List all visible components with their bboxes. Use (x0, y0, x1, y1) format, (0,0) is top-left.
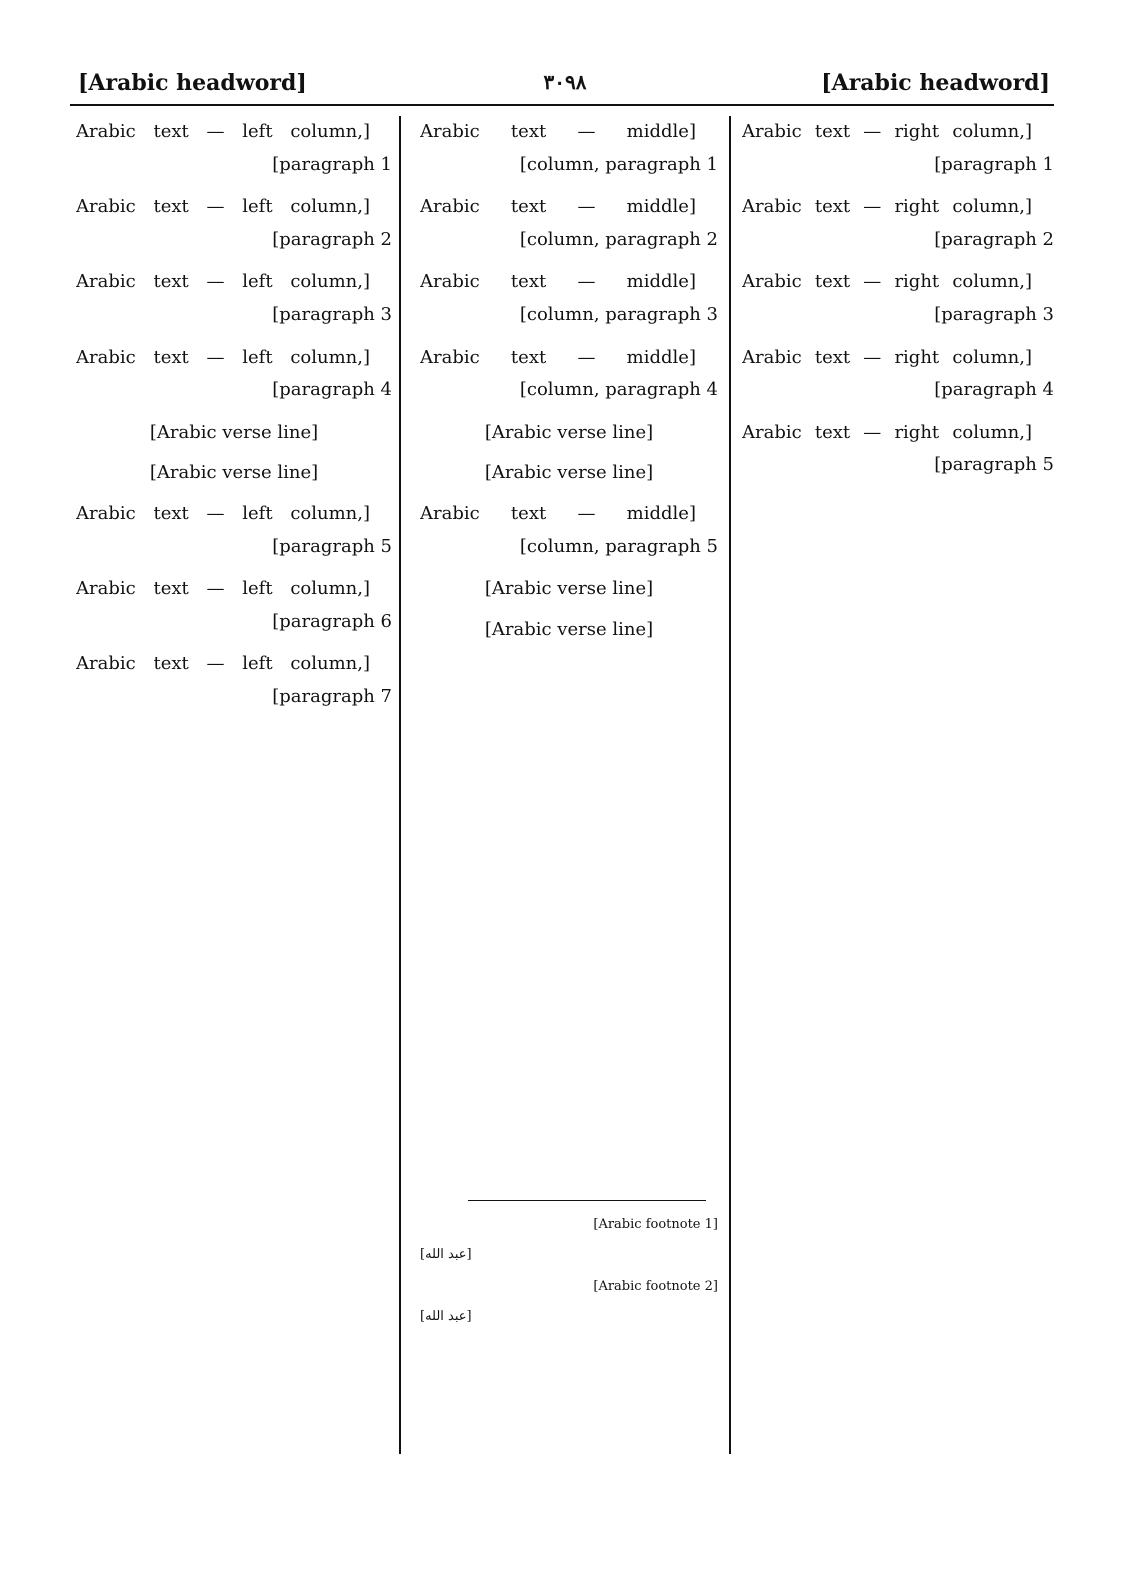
column-middle-paragraph: [Arabic text — middle column, paragraph 3] (420, 271, 718, 325)
header-word-right: [Arabic headword] (821, 70, 1050, 96)
column-right (742, 116, 1054, 1454)
footnote-2: [Arabic footnote 2] (593, 1279, 718, 1294)
column-left-paragraph: [Arabic text — left column, paragraph 7] (76, 653, 392, 707)
column-middle-paragraph: [Arabic text — middle column, paragraph 2] (420, 196, 718, 250)
column-right-paragraph: [Arabic text — right column, paragraph 3] (742, 271, 1054, 325)
column-left (76, 116, 392, 1454)
column-middle-paragraph: [Arabic text — middle column, paragraph 4] (420, 346, 718, 401)
footnote-1-signature: [عبد الله] (420, 1247, 472, 1262)
column-divider-left (399, 116, 401, 1454)
column-right-paragraph: [Arabic text — right column, paragraph 5] (742, 421, 1054, 476)
verse-line: [Arabic verse line] (484, 618, 654, 640)
header-rule (70, 104, 1054, 106)
footnote-rule (468, 1200, 706, 1201)
column-right-paragraph: [Arabic text — right column, paragraph 2] (742, 196, 1054, 250)
verse-line: [Arabic verse line] (484, 578, 654, 600)
column-left-paragraph: [Arabic text — left column, paragraph 3] (76, 271, 392, 325)
verse-line: [Arabic verse line] (484, 462, 654, 484)
header-word-left: [Arabic headword] (78, 70, 307, 96)
verse-line: [Arabic verse line] (149, 421, 319, 443)
verse-line: [Arabic verse line] (484, 421, 654, 443)
column-right-paragraph: [Arabic text — right column, paragraph 1] (742, 121, 1054, 175)
footnotes (420, 1212, 718, 1452)
column-divider-right (729, 116, 731, 1454)
column-left-paragraph: [Arabic text — left column, paragraph 2] (76, 196, 392, 250)
page-number: ٣٠٩٨ (543, 70, 587, 94)
footnote-1: [Arabic footnote 1] (593, 1217, 718, 1232)
column-left-paragraph: [Arabic text — left column, paragraph 6] (76, 578, 392, 632)
verse-line: [Arabic verse line] (149, 462, 319, 484)
column-left-paragraph: [Arabic text — left column, paragraph 1] (76, 121, 392, 175)
footnote-2-signature: [عبد الله] (420, 1309, 472, 1324)
column-middle-paragraph: [Arabic text — middle column, paragraph 1] (420, 121, 718, 175)
column-right-paragraph: [Arabic text — right column, paragraph 4] (742, 346, 1054, 401)
column-left-paragraph: [Arabic text — left column, paragraph 5] (76, 502, 392, 557)
column-left-paragraph: [Arabic text — left column, paragraph 4] (76, 346, 392, 401)
column-middle-paragraph: [Arabic text — middle column, paragraph 5] (420, 502, 718, 557)
